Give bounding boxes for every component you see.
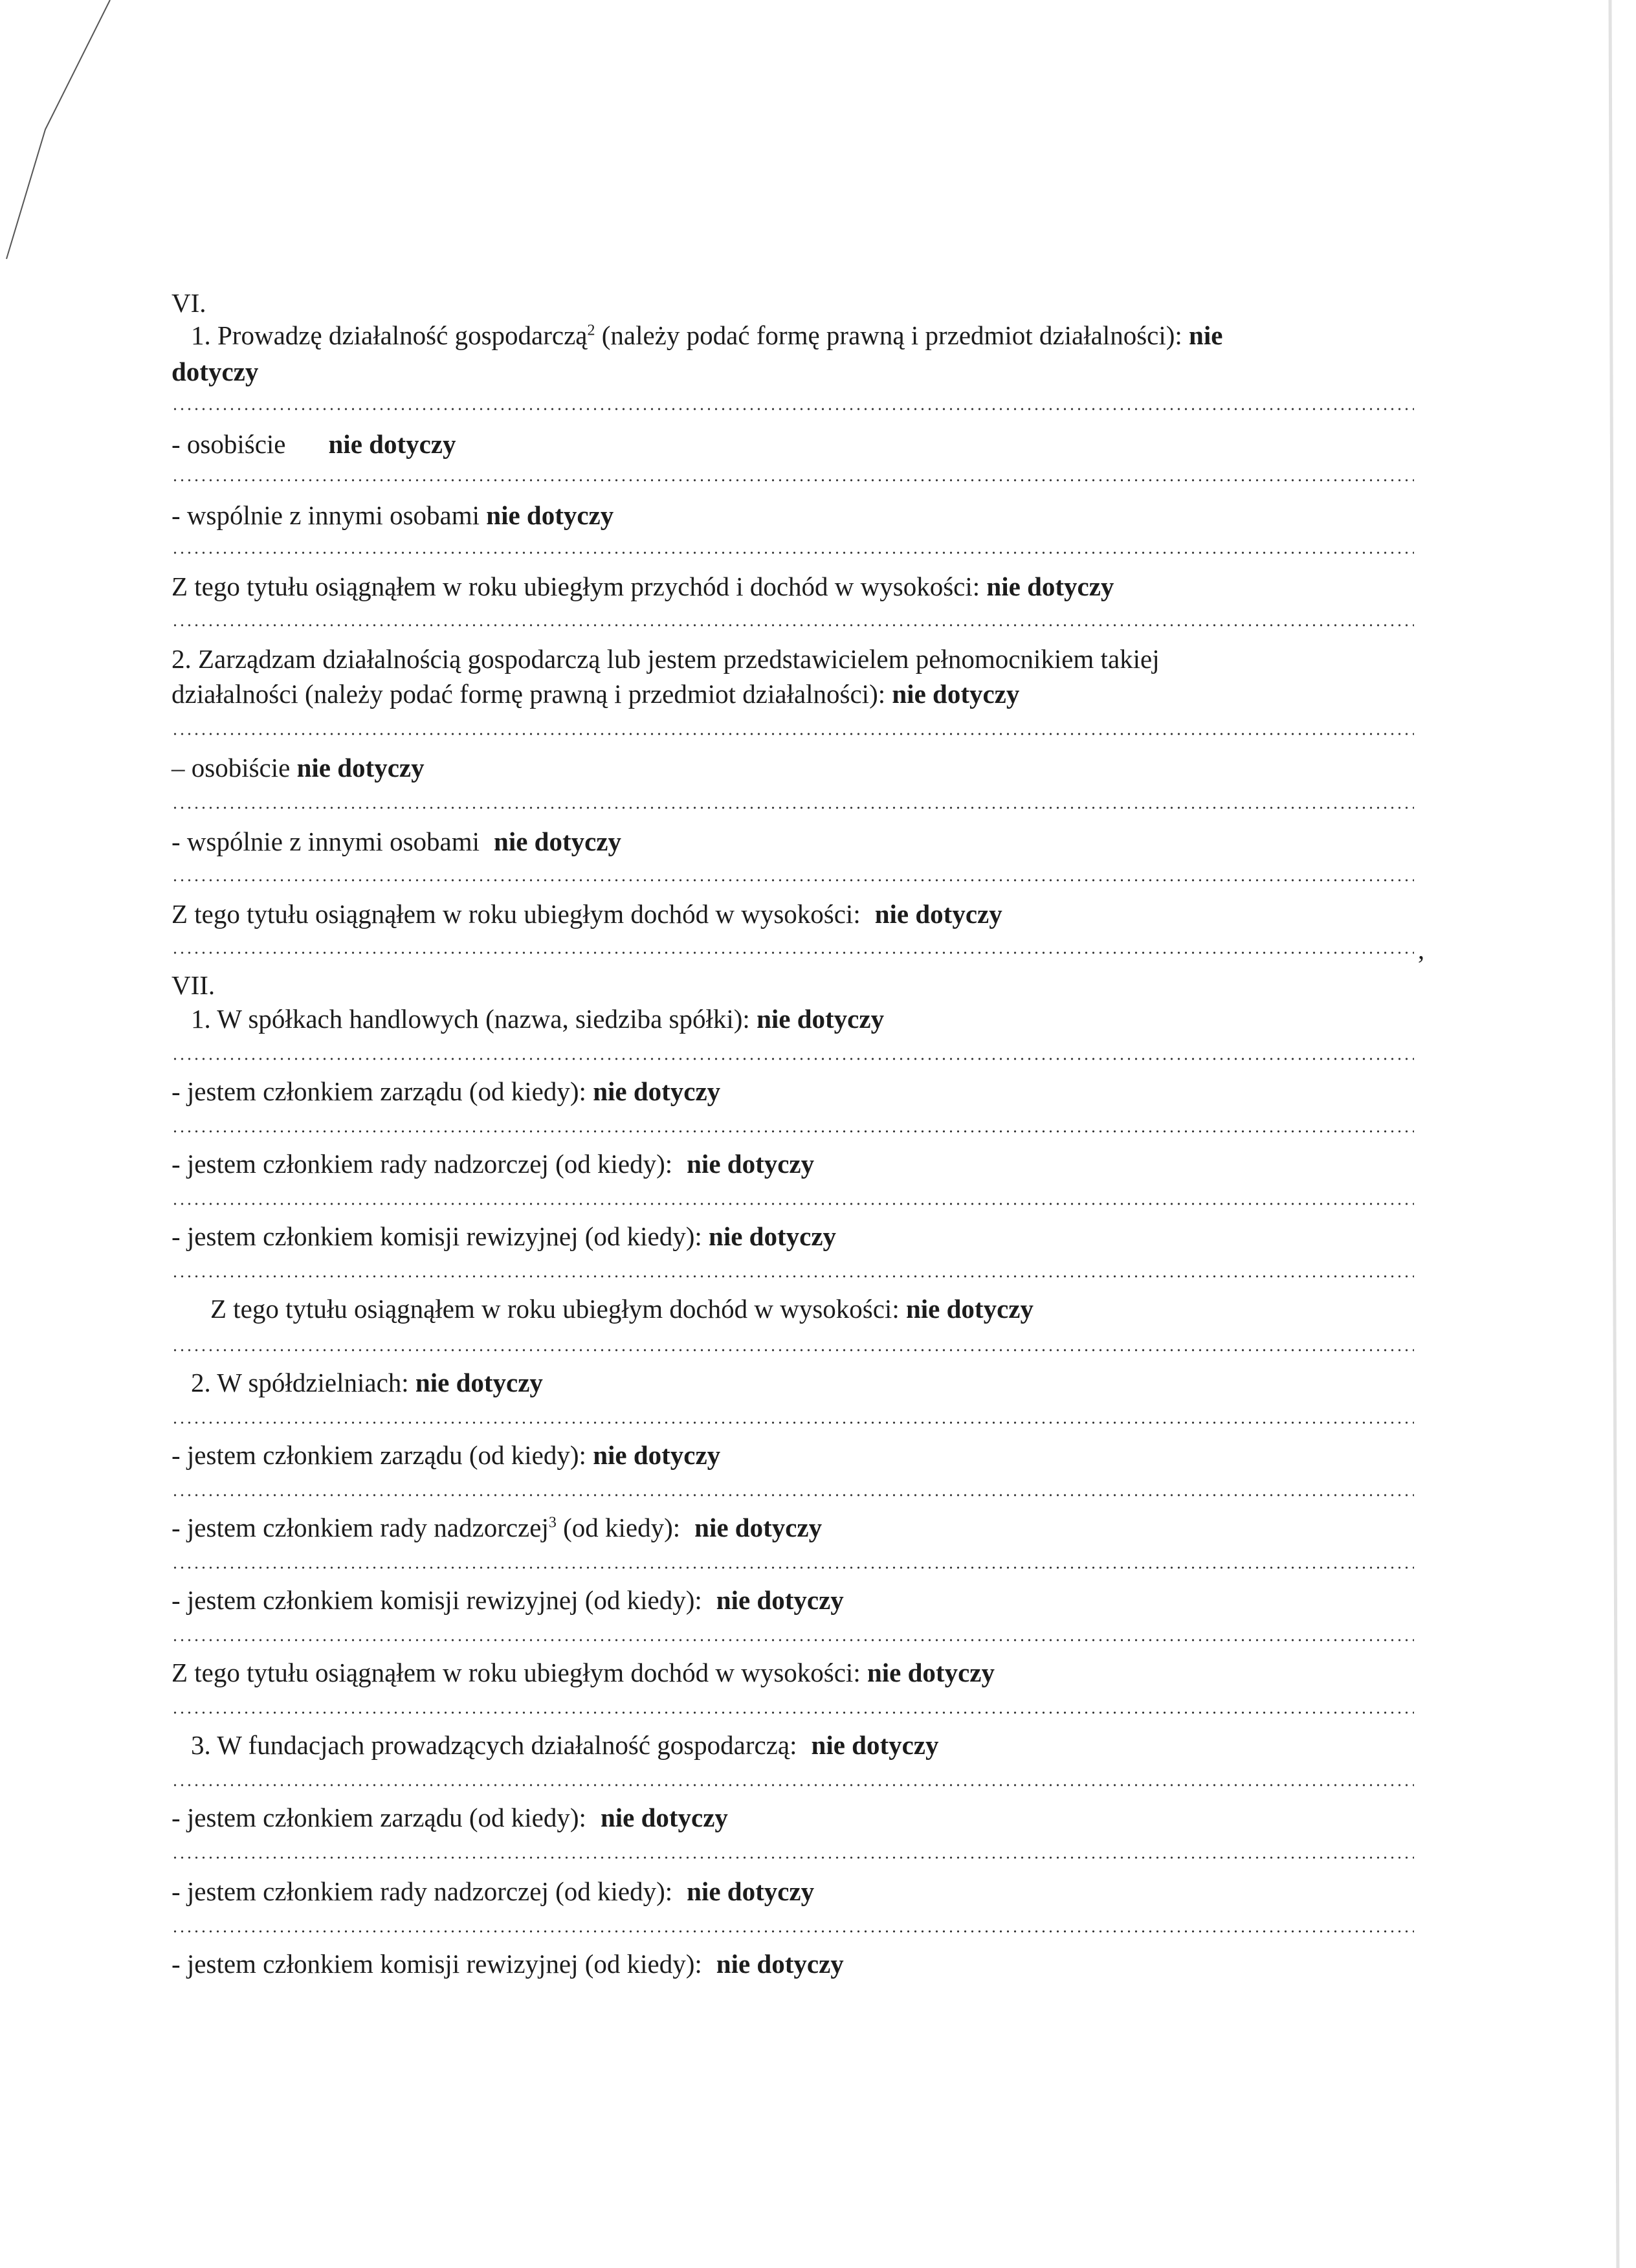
vi-item-1-text2: (należy podać formę prawną i przedmiot działalności): (595, 320, 1189, 350)
dotted-line (171, 1494, 1414, 1496)
label: - jestem członkiem komisji rewizyjnej (od kiedy): (171, 1221, 709, 1251)
dotted-line (171, 1349, 1414, 1351)
vi-item-2-line1: 2. Zarządzam działalnością gospodarczą lub jestem przedstawicielem pełnomocnikiem takiej (171, 644, 1160, 674)
vii-1-supervisory (171, 1146, 814, 1182)
section-vi-heading: VI. (171, 288, 206, 318)
label: - jestem członkiem komisji rewizyjnej (od kiedy): (171, 1585, 702, 1615)
dotted-line (171, 1203, 1414, 1205)
answer: nie dotyczy (716, 1585, 844, 1615)
vi-1-personal (171, 426, 456, 462)
answer: nie dotyczy (694, 1513, 823, 1542)
vi-1-joint (171, 497, 614, 533)
dotted-line (171, 1784, 1414, 1786)
vii-3-board (171, 1799, 728, 1836)
answer: nie dotyczy (986, 572, 1114, 601)
vi-2-income (171, 896, 1002, 932)
label: - jestem członkiem zarządu (od kiedy): (171, 1803, 586, 1832)
answer: nie dotyczy (687, 1149, 815, 1179)
label: 1. W spółkach handlowych (nazwa, siedziba spółki): (191, 1004, 757, 1034)
label: - wspólnie z innymi osobami (171, 500, 480, 530)
trailing-comma: , (1418, 935, 1424, 964)
label: - jestem członkiem rady nadzorczej (od kiedy): (171, 1876, 673, 1906)
answer: nie dotyczy (296, 753, 425, 783)
dotted-line (171, 1421, 1414, 1424)
vii-1-income (171, 1291, 1034, 1327)
label: - jestem członkiem rady nadzorczej (od kiedy): (171, 1149, 673, 1179)
label: działalności (należy podać formę prawną i przedmiot działalności): (171, 679, 892, 709)
dotted-line (171, 1930, 1414, 1933)
answer: nie dotyczy (811, 1730, 939, 1760)
answer: nie dotyczy (593, 1076, 721, 1106)
dotted-line (171, 1566, 1414, 1569)
answer: nie dotyczy (486, 500, 614, 530)
label: - jestem członkiem komisji rewizyjnej (od kiedy): (171, 1949, 702, 1979)
answer: nie dotyczy (415, 1368, 543, 1397)
label: Z tego tytułu osiągnąłem w roku ubiegłym dochód w wysokości: (171, 899, 861, 929)
dotted-line (171, 479, 1414, 482)
dotted-line (171, 951, 1414, 954)
section-vii-heading: VII. (171, 970, 216, 1000)
answer: nie dotyczy (600, 1803, 728, 1832)
vii-1-board (171, 1073, 720, 1109)
answer: nie dotyczy (494, 827, 622, 856)
label: 2. W spółdzielniach: (191, 1368, 415, 1397)
answer: nie dotyczy (757, 1004, 885, 1034)
label: Z tego tytułu osiągnąłem w roku ubiegłym dochód w wysokości: (210, 1294, 906, 1324)
vii-item-1 (171, 1001, 884, 1037)
vi-item-1-answer-b: dotyczy (171, 357, 259, 386)
vi-item-1-text: 1. Prowadzę działalność gospodarczą (191, 320, 588, 350)
vii-item-2 (171, 1364, 543, 1401)
label: - osobiście (171, 429, 286, 459)
vi-2-joint (171, 823, 621, 860)
vii-3-audit (171, 1946, 844, 1982)
dotted-line (171, 1639, 1414, 1641)
footnote-3: 3 (548, 1514, 557, 1531)
answer: nie dotyczy (716, 1949, 844, 1979)
dotted-line (171, 624, 1414, 627)
answer: nie dotyczy (867, 1658, 995, 1687)
vi-1-income (171, 568, 1114, 605)
label: (od kiedy): (556, 1513, 681, 1542)
dotted-line (171, 1275, 1414, 1278)
answer: nie dotyczy (328, 429, 456, 459)
answer: nie dotyczy (874, 899, 1002, 929)
vii-2-income (171, 1654, 995, 1691)
dotted-line (171, 1130, 1414, 1133)
answer: nie dotyczy (892, 679, 1020, 709)
label: - jestem członkiem zarządu (od kiedy): (171, 1440, 593, 1470)
dotted-line (171, 733, 1414, 735)
vii-item-3 (171, 1727, 939, 1763)
label: Z tego tytułu osiągnąłem w roku ubiegłym przychód i dochód w wysokości: (171, 572, 987, 601)
dotted-line (171, 1856, 1414, 1859)
vii-1-audit (171, 1218, 836, 1254)
dotted-line (171, 1058, 1414, 1060)
footnote-2: 2 (587, 322, 595, 339)
vii-2-supervisory (171, 1509, 822, 1546)
dotted-line (171, 806, 1414, 809)
label: Z tego tytułu osiągnąłem w roku ubiegłym dochód w wysokości: (171, 1658, 867, 1687)
answer: nie dotyczy (905, 1294, 1034, 1324)
label: – osobiście (171, 753, 297, 783)
answer: nie dotyczy (709, 1221, 837, 1251)
answer: nie dotyczy (593, 1440, 721, 1470)
vi-item-1 (171, 317, 1222, 353)
dotted-line (171, 879, 1414, 882)
label: 3. W fundacjach prowadzących działalność gospodarczą: (191, 1730, 797, 1760)
vii-2-audit (171, 1582, 844, 1618)
label: - jestem członkiem zarządu (od kiedy): (171, 1076, 593, 1106)
label: - jestem członkiem rady nadzorczej (171, 1513, 549, 1542)
vii-2-board (171, 1437, 720, 1473)
vii-3-supervisory (171, 1873, 814, 1909)
label: - wspólnie z innymi osobami (171, 827, 480, 856)
dotted-line (171, 408, 1414, 410)
dotted-line (171, 551, 1414, 554)
answer: nie dotyczy (687, 1876, 815, 1906)
vi-2-personal (171, 750, 425, 786)
vi-item-2-line2 (171, 676, 1019, 712)
vi-item-1-answer-a: nie (1189, 320, 1223, 350)
dotted-line (171, 1711, 1414, 1714)
